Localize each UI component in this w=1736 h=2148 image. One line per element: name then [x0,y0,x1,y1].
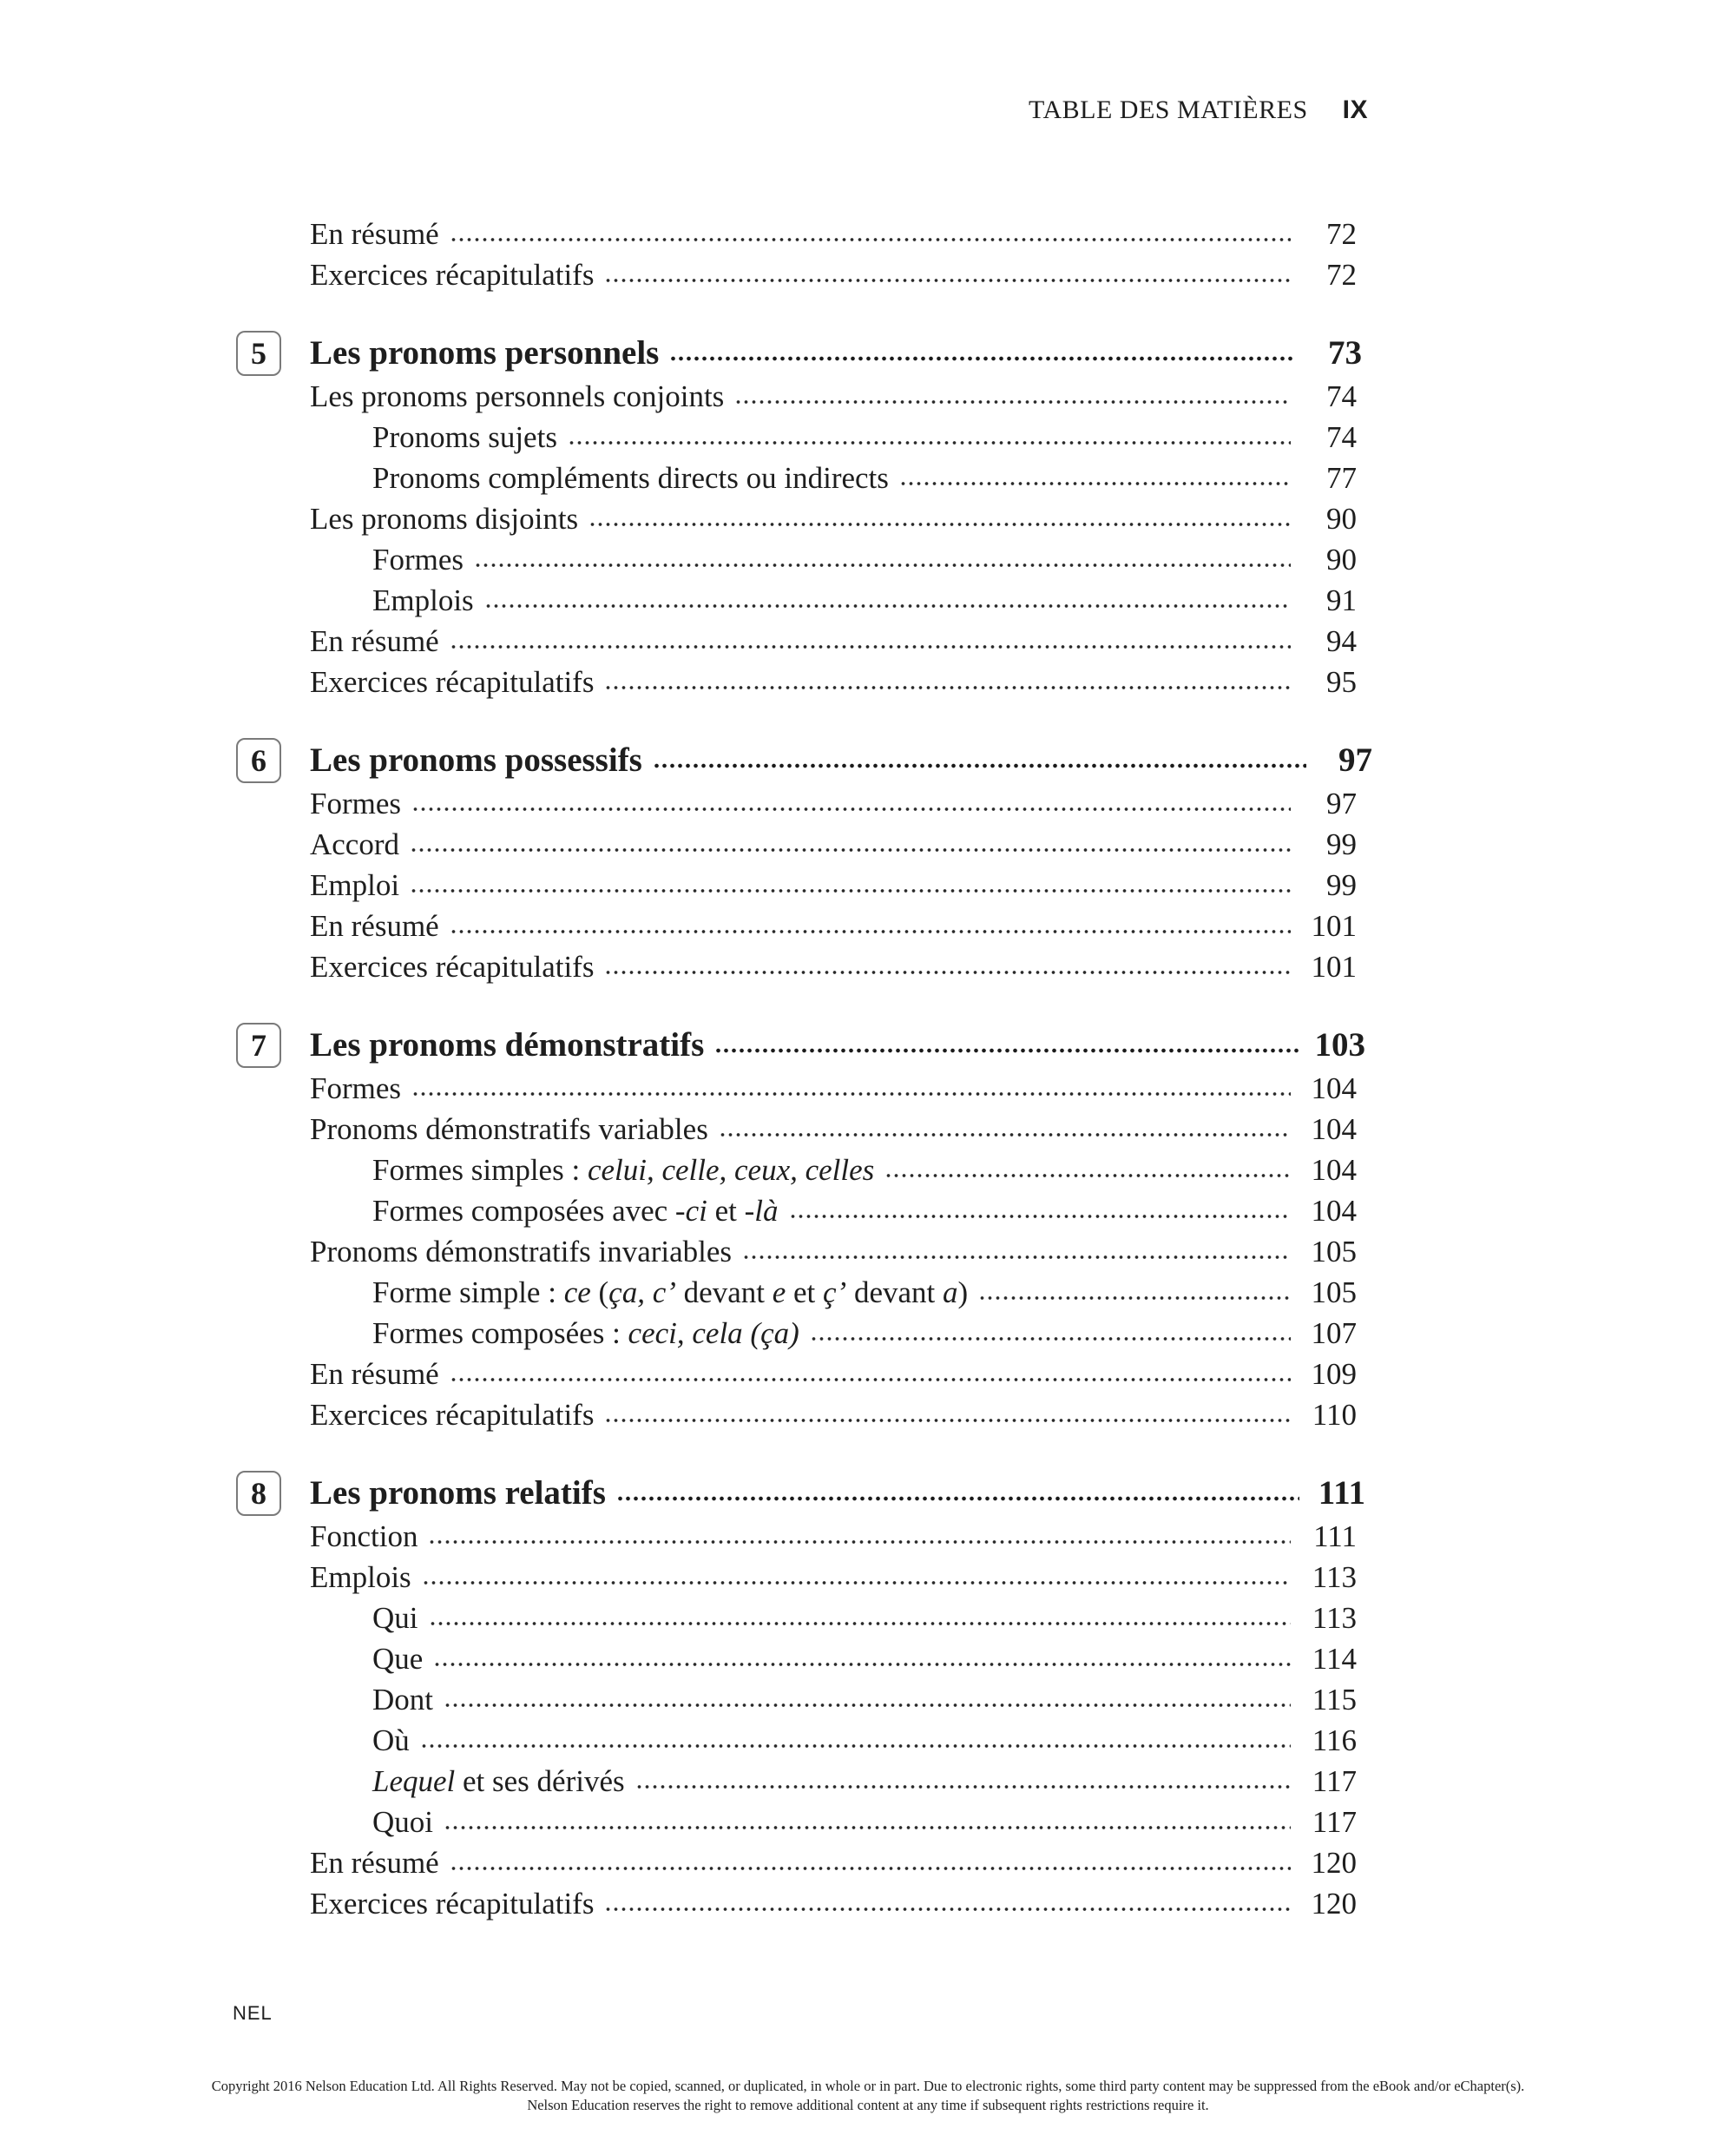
label-italic: ça, c’ [608,1275,676,1309]
toc-entry[interactable] [310,946,1357,988]
toc-entry-page: 113 [1312,1601,1357,1635]
toc-entry-label: En résumé [310,217,439,251]
toc-entry[interactable] [310,1516,1357,1558]
toc-chapter-heading[interactable] [310,1471,1365,1516]
dot-leader [899,478,1291,489]
label-italic: ce [563,1275,591,1309]
toc-entry-label: Exercices récapitulatifs [310,1887,595,1921]
toc-entry[interactable] [310,376,1357,418]
toc-entry-page: 72 [1326,258,1357,292]
dot-leader [444,1822,1291,1833]
toc-entry-label [372,1190,784,1232]
toc-subentry[interactable] [372,458,1357,499]
toc-subentry[interactable] [372,1638,1357,1680]
toc-subentry[interactable] [372,1679,1357,1721]
dot-leader [410,845,1291,855]
chapter-number-badge: 7 [236,1023,281,1068]
toc-entry-page: 105 [1311,1235,1357,1268]
toc-entry[interactable] [310,254,1357,296]
toc-subentry[interactable] [372,1190,1357,1232]
dot-leader [669,353,1296,364]
toc-entry-page: 91 [1326,583,1357,617]
label-italic: Lequel [372,1764,456,1798]
toc-entry-label: Formes [310,787,401,820]
toc-entry[interactable] [310,662,1357,703]
toc-entry-label: Les pronoms disjoints [310,502,579,536]
toc-entry-label [372,1313,805,1354]
toc-entry-label: Pronoms démonstratifs variables [310,1112,708,1146]
dot-leader [450,926,1291,937]
toc-entry-label [372,1272,973,1314]
dot-leader [422,1578,1291,1588]
toc-entry-label: Où [372,1723,410,1757]
toc-entry[interactable] [310,906,1357,947]
toc-entry-page: 99 [1326,827,1357,861]
label-text: Formes simples : [372,1153,588,1187]
label-text: ) [957,1275,969,1309]
toc-entry-label: Emplois [372,583,474,617]
chapter-title: Les pronoms personnels [310,334,660,372]
toc-entry-label: Qui [372,1601,418,1635]
toc-entry-label: Accord [310,827,400,861]
dot-leader [429,1618,1292,1629]
dot-leader [433,1659,1291,1670]
toc-entry-page: 104 [1311,1194,1357,1228]
toc-entry[interactable] [310,1394,1357,1436]
dot-leader [450,234,1291,245]
toc-entry-label: Formes [310,1071,401,1105]
toc-entry-page: 117 [1312,1805,1357,1839]
dot-leader [734,397,1291,407]
toc-entry-label: Quoi [372,1805,433,1839]
dot-leader [484,601,1291,611]
toc-entry[interactable] [310,824,1357,866]
toc-entry-label: Formes [372,543,464,577]
dot-leader [604,1904,1291,1914]
chapter-title: Les pronoms possessifs [310,741,642,779]
toc-subentry[interactable] [372,1598,1357,1639]
header-title: TABLE DES MATIÈRES [1029,96,1308,124]
toc-entry-page: 105 [1311,1275,1357,1309]
toc-entry-label: Pronoms démonstratifs invariables [310,1235,733,1268]
toc-subentry[interactable] [372,1150,1357,1191]
toc-entry[interactable] [310,1842,1357,1884]
toc-entry-page: 117 [1312,1764,1357,1798]
dot-leader [589,519,1291,530]
chapter-title: Les pronoms relatifs [310,1474,606,1512]
dot-leader [428,1537,1291,1547]
toc-entry-label [372,1150,879,1191]
label-italic: e [772,1275,786,1309]
toc-subentry[interactable] [372,539,1357,581]
dot-leader [604,682,1291,693]
toc-entry-label: Emplois [310,1560,411,1594]
toc-chapter-heading[interactable] [310,331,1362,376]
toc-subentry[interactable] [372,1761,1357,1802]
toc-entry-label: Emploi [310,868,400,902]
toc-entry-page: 77 [1326,461,1357,495]
toc-entry-page: 115 [1312,1683,1357,1716]
dot-leader [616,1493,1299,1504]
toc-entry-page: 120 [1311,1846,1357,1880]
toc-entry-page: 94 [1326,624,1357,658]
label-italic: ç’ [823,1275,847,1309]
toc-entry[interactable] [310,865,1357,906]
toc-entry-label: Que [372,1642,424,1676]
toc-entry-label: Exercices récapitulatifs [310,665,595,699]
chapter-title: Les pronoms démonstratifs [310,1026,705,1064]
dot-leader [714,1045,1299,1056]
toc-subentry[interactable] [372,580,1357,622]
toc-entry-label: En résumé [310,624,439,658]
chapter-page: 111 [1318,1474,1365,1512]
toc-entry-label: Fonction [310,1519,418,1553]
dot-leader [450,1374,1291,1385]
toc-subentry[interactable] [372,1802,1357,1843]
chapter-number-badge: 5 [236,331,281,376]
toc-subentry[interactable] [372,1720,1357,1762]
toc-entry-page: 72 [1326,217,1357,251]
toc-entry[interactable] [310,498,1357,540]
label-italic: là [754,1194,779,1228]
dot-leader [411,1089,1291,1099]
header-page-number: IX [1342,96,1368,124]
label-text: devant [675,1275,773,1309]
copyright-line: Nelson Education reserves the right to remove additional content at any time if subsequent rights restrictions require it. [527,2097,1209,2113]
label-text: et [786,1275,824,1309]
toc-entry-label: Exercices récapitulatifs [310,950,595,984]
dot-leader [884,1170,1291,1181]
dot-leader [635,1782,1291,1792]
toc-entry-page: 101 [1311,950,1357,984]
dot-leader [604,1415,1291,1426]
toc-entry-page: 104 [1311,1112,1357,1146]
dot-leader [653,761,1306,771]
running-header [1029,96,1368,125]
toc-entry-page: 113 [1312,1560,1357,1594]
toc-subentry[interactable] [372,417,1357,458]
label-text: Formes composées : [372,1316,628,1350]
toc-entry-page: 101 [1311,909,1357,943]
label-text: et - [707,1194,755,1228]
dot-leader [604,967,1291,978]
toc-entry-label [372,1761,630,1802]
toc-entry[interactable] [310,1557,1357,1598]
toc-entry-label: Exercices récapitulatifs [310,1398,595,1432]
label-italic: ci [685,1194,707,1228]
toc-entry-page: 74 [1326,420,1357,454]
toc-entry[interactable] [310,1354,1357,1395]
toc-subentry[interactable] [372,1272,1357,1314]
toc-entry-page: 107 [1311,1316,1357,1350]
dot-leader [450,1863,1291,1874]
toc-entry-page: 90 [1326,543,1357,577]
dot-leader [450,642,1291,652]
dot-leader [978,1293,1291,1303]
label-italic: celui, celle, ceux, celles [587,1153,875,1187]
chapter-number-badge: 6 [236,738,281,783]
chapter-page: 103 [1314,1026,1365,1064]
toc-entry-page: 111 [1313,1519,1357,1553]
toc-entry-label: Les pronoms personnels conjoints [310,379,725,413]
dot-leader [474,560,1291,570]
chapter-page: 97 [1338,741,1372,779]
copyright-notice [0,2077,1736,2115]
toc-entry-page: 97 [1326,787,1357,820]
dot-leader [568,438,1291,448]
dot-leader [444,1700,1291,1710]
label-text: ( [590,1275,609,1309]
label-italic: ceci, cela (ça) [628,1316,799,1350]
toc-entry[interactable] [310,1109,1357,1150]
chapter-number-badge: 8 [236,1471,281,1516]
dot-leader [604,275,1291,286]
toc-entry[interactable] [310,1068,1357,1110]
dot-leader [411,804,1291,814]
toc-entry-page: 110 [1312,1398,1357,1432]
toc-entry-label: En résumé [310,1357,439,1391]
toc-entry-page: 120 [1311,1887,1357,1921]
label-text: Formes composées avec - [372,1194,686,1228]
toc-entry-page: 99 [1326,868,1357,902]
toc-entry-page: 74 [1326,379,1357,413]
toc-entry[interactable] [310,621,1357,662]
label-italic: a [943,1275,958,1309]
toc-entry-page: 116 [1312,1723,1357,1757]
dot-leader [742,1252,1291,1262]
toc-entry-page: 90 [1326,502,1357,536]
toc-entry-page: 95 [1326,665,1357,699]
dot-leader [719,1130,1291,1140]
publisher-mark: NEL [233,2002,273,2024]
toc-entry-label: Pronoms sujets [372,420,557,454]
toc-entry-page: 104 [1311,1153,1357,1187]
toc-chapter-heading[interactable] [310,738,1372,783]
dot-leader [789,1211,1291,1222]
dot-leader [810,1334,1291,1344]
toc-entry-page: 114 [1312,1642,1357,1676]
toc-entry-page: 104 [1311,1071,1357,1105]
label-text: Forme simple : [372,1275,564,1309]
toc-entry-label: Exercices récapitulatifs [310,258,595,292]
label-text: et ses dérivés [455,1764,625,1798]
toc-chapter-heading[interactable] [310,1023,1365,1068]
toc-entry-label: Dont [372,1683,433,1716]
dot-leader [410,886,1291,896]
chapter-page: 73 [1328,334,1362,372]
toc-entry-page: 109 [1311,1357,1357,1391]
toc-subentry[interactable] [372,1313,1357,1354]
dot-leader [420,1741,1291,1751]
toc-entry[interactable] [310,1883,1357,1925]
copyright-line: Copyright 2016 Nelson Education Ltd. All Rights Reserved. May not be copied, scanned, or duplicated, in whole or in part. Due to electronic rights, some third party content may be suppressed from the eBook and/or eChapter(s). [211,2078,1525,2094]
toc-entry-label: En résumé [310,909,439,943]
toc-entry[interactable] [310,214,1357,255]
toc-entry[interactable] [310,783,1357,825]
toc-entry[interactable] [310,1231,1357,1273]
toc-entry-label: Pronoms compléments directs ou indirects [372,461,889,495]
toc-entry-label: En résumé [310,1846,439,1880]
label-text: devant [846,1275,944,1309]
